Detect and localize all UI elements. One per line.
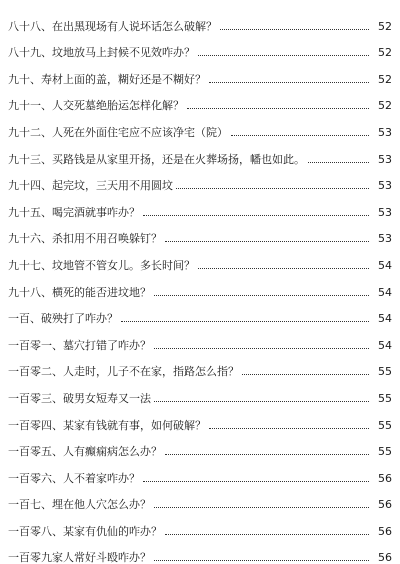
toc-entry-title: 一百零二、人走时，儿子不在家，指路怎么指？: [8, 365, 239, 379]
toc-entry-page-number: 55: [378, 391, 392, 405]
toc-entry-page-number: 53: [378, 232, 392, 246]
toc-entry-title: 一百零九家人常好斗殴咋办？: [8, 551, 151, 564]
toc-entry-title: 九十二、人死在外面住宅应不应该净宅（院）: [8, 125, 228, 139]
toc-entry[interactable]: [8, 511, 392, 538]
toc-entry-page-number: 53: [378, 179, 392, 193]
toc-entry[interactable]: [8, 59, 392, 86]
dot-leader: [154, 348, 369, 349]
toc-entry-title: 九十、寿材上面的盖，糊好还是不糊好？: [8, 72, 206, 86]
dot-leader: [187, 108, 369, 109]
toc-entry-title: 一百、破殃打了咋办？: [8, 312, 118, 326]
table-of-contents: [8, 6, 392, 564]
toc-entry-title: 九十五、喝完酒就事咋办？: [8, 205, 140, 219]
toc-entry-title: 一百零一、墓穴打错了咋办？: [8, 338, 151, 352]
toc-entry-page-number: 52: [378, 19, 392, 33]
toc-entry-page-number: 54: [378, 258, 392, 272]
toc-entry[interactable]: [8, 33, 392, 60]
toc-entry-page-number: 55: [378, 445, 392, 459]
toc-entry-title: 八十九、坟地放马上封候不见效咋办？: [8, 46, 195, 60]
dot-leader: [220, 29, 369, 30]
toc-entry[interactable]: [8, 245, 392, 272]
toc-entry[interactable]: [8, 352, 392, 379]
toc-entry-title: 一百七、埋在他人穴怎么办？: [8, 498, 151, 512]
toc-entry[interactable]: [8, 378, 392, 405]
dot-leader: [209, 82, 369, 83]
toc-entry-page-number: 53: [378, 125, 392, 139]
toc-entry-title: 九十三、买路钱是从家里开扬，还是在火葬场扬，幡也如此。: [8, 152, 305, 166]
toc-entry[interactable]: [8, 6, 392, 33]
toc-entry[interactable]: [8, 405, 392, 432]
toc-entry[interactable]: [8, 538, 392, 564]
toc-entry-title: 一百零四、某家有钱就有事，如何破解？: [8, 418, 206, 432]
toc-entry-title: 九十八、横死的能否进坟地？: [8, 285, 151, 299]
dot-leader: [165, 534, 369, 535]
dot-leader: [308, 162, 369, 163]
dot-leader: [121, 321, 369, 322]
toc-entry-page-number: 55: [378, 365, 392, 379]
dot-leader: [198, 268, 369, 269]
toc-entry[interactable]: [8, 166, 392, 193]
toc-entry[interactable]: [8, 432, 392, 459]
toc-entry-page-number: 53: [378, 152, 392, 166]
toc-entry[interactable]: [8, 299, 392, 326]
toc-entry-title: 九十四、起完坟，三天用不用圆坟: [8, 179, 173, 193]
toc-entry-title: 一百零六、人不着家咋办？: [8, 471, 140, 485]
toc-entry[interactable]: [8, 86, 392, 113]
toc-entry[interactable]: [8, 458, 392, 485]
dot-leader: [154, 295, 369, 296]
toc-entry[interactable]: [8, 112, 392, 139]
toc-entry-page-number: 52: [378, 99, 392, 113]
toc-entry-page-number: 56: [378, 498, 392, 512]
toc-entry[interactable]: [8, 219, 392, 246]
dot-leader: [231, 135, 369, 136]
toc-entry[interactable]: [8, 485, 392, 512]
toc-entry-page-number: 55: [378, 418, 392, 432]
dot-leader: [198, 55, 369, 56]
toc-entry[interactable]: [8, 325, 392, 352]
toc-entry-title: 九十七、坟地管不管女儿。多长时间？: [8, 258, 195, 272]
dot-leader: [165, 454, 369, 455]
toc-entry-page-number: 56: [378, 471, 392, 485]
toc-entry-page-number: 56: [378, 524, 392, 538]
dot-leader: [154, 507, 369, 508]
toc-entry-title: 一百零八、某家有仇仙的咋办？: [8, 524, 162, 538]
toc-entry-title: 一百零三、破男女短寿又一法: [8, 391, 151, 405]
dot-leader: [165, 241, 369, 242]
toc-entry-page-number: 54: [378, 338, 392, 352]
dot-leader: [209, 428, 369, 429]
toc-entry[interactable]: [8, 272, 392, 299]
toc-entry-page-number: 54: [378, 312, 392, 326]
dot-leader: [154, 401, 369, 402]
toc-entry[interactable]: [8, 139, 392, 166]
dot-leader: [154, 560, 369, 561]
toc-entry-title: 九十六、杀扣用不用召唤躲钉？: [8, 232, 162, 246]
dot-leader: [143, 481, 369, 482]
toc-entry[interactable]: [8, 192, 392, 219]
toc-entry-page-number: 54: [378, 285, 392, 299]
dot-leader: [176, 188, 369, 189]
dot-leader: [242, 374, 369, 375]
toc-entry-page-number: 52: [378, 46, 392, 60]
toc-entry-title: 九十一、人交死墓绝胎运怎样化解？: [8, 99, 184, 113]
toc-entry-page-number: 56: [378, 551, 392, 564]
toc-entry-title: 八十八、在出黑现场有人说坏话怎么破解？: [8, 19, 217, 33]
dot-leader: [143, 215, 369, 216]
toc-entry-page-number: 52: [378, 72, 392, 86]
toc-entry-title: 一百零五、人有癫痫病怎么办？: [8, 445, 162, 459]
toc-entry-page-number: 53: [378, 205, 392, 219]
